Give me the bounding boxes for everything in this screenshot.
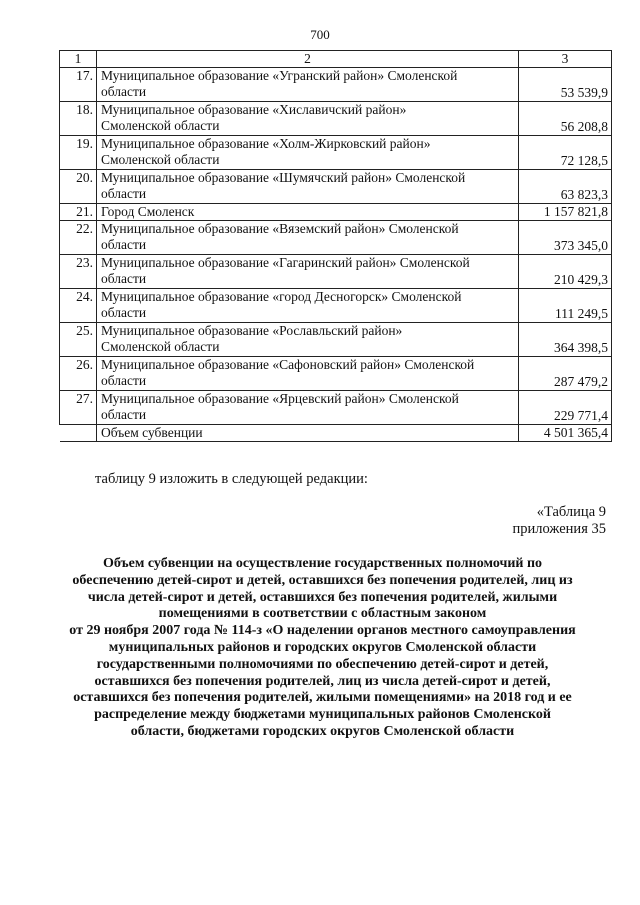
row-number: 21. <box>60 204 97 221</box>
row-name-line: области <box>101 84 147 99</box>
row-name-line: области <box>101 373 147 388</box>
row-name <box>97 323 519 357</box>
row-name <box>97 68 519 102</box>
row-name <box>97 221 519 255</box>
row-name-line: области <box>101 186 147 201</box>
table-body <box>60 68 612 442</box>
row-number: 23. <box>60 255 97 289</box>
table-header-row <box>60 51 612 68</box>
heading-line: оставшихся без попечения родителей, лиц из числа детей-сирот и детей, <box>94 673 551 689</box>
row-name <box>97 255 519 289</box>
heading-line: оставшихся без попечения родителей, жилыми помещениями» на 2018 год и ее <box>73 690 572 706</box>
table-row <box>60 68 612 102</box>
row-number: 18. <box>60 102 97 136</box>
total-value: 4 501 365,4 <box>519 425 612 442</box>
row-value: 53 539,9 <box>519 68 612 102</box>
table-total-row <box>60 425 612 442</box>
row-value: 210 429,3 <box>519 255 612 289</box>
row-number: 24. <box>60 289 97 323</box>
row-name-line: Муниципальное образование «Шумячский район» Смоленской <box>101 170 466 185</box>
table-row <box>60 170 612 204</box>
row-name <box>97 357 519 391</box>
row-name-line: Муниципальное образование «Угранский район» Смоленской <box>101 68 458 83</box>
row-number: 26. <box>60 357 97 391</box>
subvention-table <box>59 50 612 442</box>
table-row <box>60 323 612 357</box>
row-name-line: Муниципальное образование «Ярцевский район» Смоленской <box>101 391 459 406</box>
table-row <box>60 255 612 289</box>
row-name-line: Смоленской области <box>101 339 220 354</box>
total-label: Объем субвенции <box>97 425 519 442</box>
row-number: 25. <box>60 323 97 357</box>
table-row <box>60 357 612 391</box>
table-reference <box>513 504 606 538</box>
row-name <box>97 170 519 204</box>
table-row <box>60 102 612 136</box>
row-name <box>97 204 519 221</box>
row-name-line: Муниципальное образование «Хиславичский район» <box>101 102 407 117</box>
row-name-line: Муниципальное образование «Рославльский район» <box>101 323 403 338</box>
table-row <box>60 391 612 425</box>
heading-line: от 29 ноября 2007 года № 114-з «О наделении органов местного самоуправления <box>69 623 576 639</box>
total-empty-cell <box>60 425 97 442</box>
table-ref-line-1: «Таблица 9 <box>536 504 606 520</box>
row-name-line: области <box>101 237 147 252</box>
row-name-line: области <box>101 271 147 286</box>
row-value: 1 157 821,8 <box>519 204 612 221</box>
row-number: 17. <box>60 68 97 102</box>
row-name-line: Муниципальное образование «Гагаринский район» Смоленской <box>101 255 470 270</box>
heading-line: числа детей-сирот и детей, оставшихся без попечения родителей, жилыми <box>87 589 558 605</box>
row-value: 287 479,2 <box>519 357 612 391</box>
row-name <box>97 289 519 323</box>
row-number: 19. <box>60 136 97 170</box>
row-value: 229 771,4 <box>519 391 612 425</box>
row-name <box>97 391 519 425</box>
heading-line: обеспечению детей-сирот и детей, оставшихся без попечения родителей, лиц из <box>72 572 573 588</box>
row-name-line: области <box>101 305 147 320</box>
row-value: 111 249,5 <box>519 289 612 323</box>
table-ref-line-2: приложения 35 <box>512 521 606 537</box>
row-name-line: Муниципальное образование «Холм-Жирковский район» <box>101 136 431 151</box>
table-row <box>60 136 612 170</box>
row-number: 20. <box>60 170 97 204</box>
heading-line: области, бюджетами городских округов Смоленской области <box>130 723 515 739</box>
row-name-line: Смоленской области <box>101 152 220 167</box>
heading-line: помещениями в соответствии с областным законом <box>158 606 487 622</box>
row-value: 56 208,8 <box>519 102 612 136</box>
table-row <box>60 289 612 323</box>
row-name-line: Город Смоленск <box>101 204 195 219</box>
header-col-2: 2 <box>97 51 519 68</box>
row-name-line: Муниципальное образование «Сафоновский район» Смоленской <box>101 357 475 372</box>
intro-text: таблицу 9 изложить в следующей редакции: <box>95 471 368 487</box>
row-name-line: Смоленской области <box>101 118 220 133</box>
row-value: 63 823,3 <box>519 170 612 204</box>
row-name-line: Муниципальное образование «город Десногорск» Смоленской <box>101 289 462 304</box>
heading-line: государственными полномочиями по обеспечению детей-сирот и детей, <box>96 656 549 672</box>
row-name-line: Муниципальное образование «Вяземский район» Смоленской <box>101 221 459 236</box>
header-col-1: 1 <box>60 51 97 68</box>
heading-line: Объем субвенции на осуществление государственных полномочий по <box>102 556 543 571</box>
row-value: 364 398,5 <box>519 323 612 357</box>
row-value: 72 128,5 <box>519 136 612 170</box>
table-row <box>60 221 612 255</box>
row-name <box>97 102 519 136</box>
row-name-line: области <box>101 407 147 422</box>
page-number: 700 <box>310 27 330 42</box>
section-heading <box>40 556 605 741</box>
heading-line: муниципальных районов и городских округов Смоленской области <box>108 639 537 655</box>
row-number: 22. <box>60 221 97 255</box>
header-col-3: 3 <box>519 51 612 68</box>
row-name <box>97 136 519 170</box>
row-value: 373 345,0 <box>519 221 612 255</box>
row-number: 27. <box>60 391 97 425</box>
heading-line: распределение между бюджетами муниципальных районов Смоленской <box>94 707 551 723</box>
table-row <box>60 204 612 221</box>
